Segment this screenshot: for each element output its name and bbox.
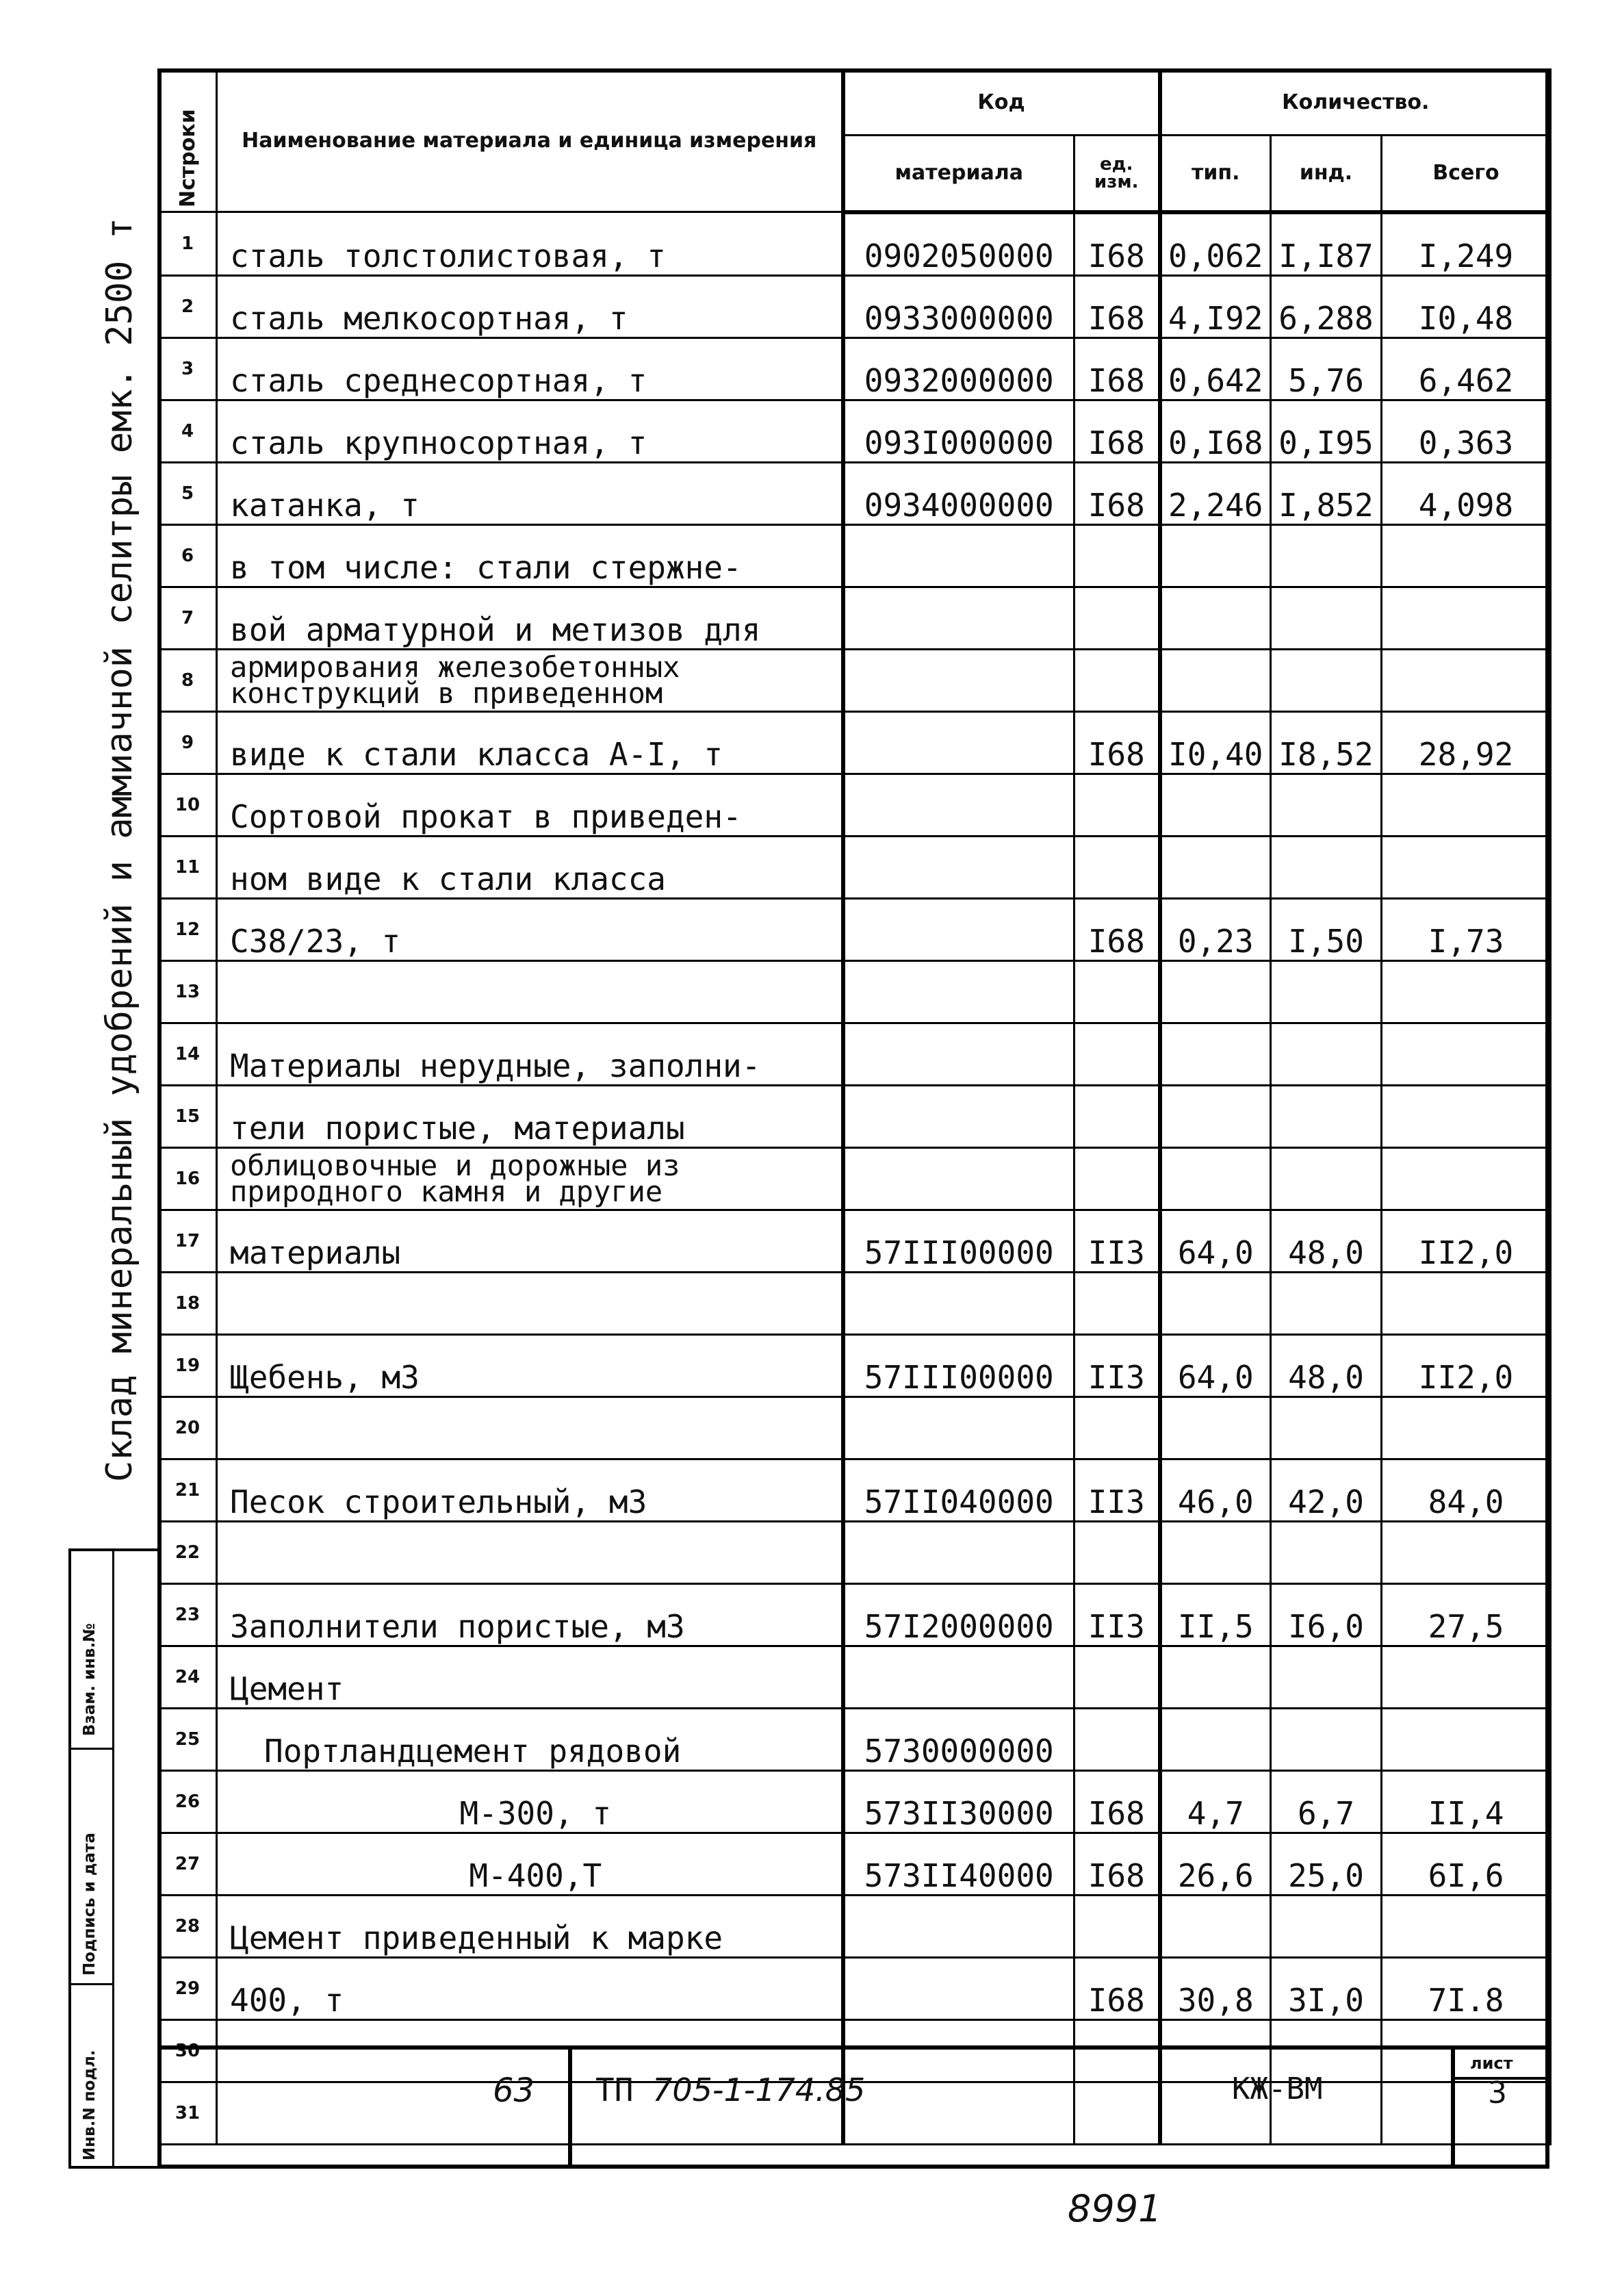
material-code: [843, 1521, 1074, 1583]
material-code: 573II30000: [843, 1770, 1074, 1833]
material-code: [843, 1396, 1074, 1459]
material-code: [843, 898, 1074, 960]
material-name: Песок строительный, м3: [217, 1459, 843, 1521]
material-code: 0932000000: [843, 337, 1074, 400]
document-code: КЖ-ВМ: [1232, 2071, 1323, 2106]
title-block-divider: [568, 2050, 572, 2169]
quantity-total: [1382, 587, 1551, 649]
row-number: 2: [159, 275, 217, 337]
unit-code: [1074, 1147, 1160, 1210]
quantity-individual: [1271, 836, 1382, 898]
quantity-total: [1382, 1023, 1551, 1085]
table-row: [159, 960, 1551, 1023]
quantity-total: 4,098: [1382, 462, 1551, 524]
material-code: 0934000000: [843, 462, 1074, 524]
quantity-typical: [1160, 1085, 1271, 1147]
material-code: [843, 524, 1074, 587]
quantity-typical: II,5: [1160, 1583, 1271, 1646]
quantity-typical: 64,0: [1160, 1210, 1271, 1272]
sheet-label: лист: [1470, 2054, 1513, 2073]
materials-table-body: [159, 212, 1551, 2145]
quantity-individual: [1271, 960, 1382, 1023]
material-code: [843, 960, 1074, 1023]
approval-stamp: [68, 1548, 157, 2169]
quantity-individual: 0,I95: [1271, 400, 1382, 462]
material-name: Цемент приведенный к марке: [217, 1895, 843, 1957]
unit-code: II3: [1074, 1334, 1160, 1396]
quantity-total: [1382, 1272, 1551, 1334]
quantity-individual: [1271, 1895, 1382, 1957]
unit-code: I68: [1074, 337, 1160, 400]
row-number: 4: [159, 400, 217, 462]
quantity-total: II2,0: [1382, 1334, 1551, 1396]
unit-code: [1074, 1708, 1160, 1770]
header-code: Код: [843, 70, 1160, 136]
material-name: Сортовой прокат в приведен-: [217, 774, 843, 836]
quantity-total: I0,48: [1382, 275, 1551, 337]
row-number: 28: [159, 1895, 217, 1957]
quantity-total: II2,0: [1382, 1210, 1551, 1272]
row-number: 1: [159, 212, 217, 276]
unit-code: [1074, 587, 1160, 649]
unit-code: [1074, 1895, 1160, 1957]
row-number: 27: [159, 1833, 217, 1895]
quantity-total: 0,363: [1382, 400, 1551, 462]
material-name: сталь мелкосортная, т: [217, 275, 843, 337]
quantity-total: [1382, 1147, 1551, 1210]
unit-code: [1074, 1023, 1160, 1085]
unit-code: I68: [1074, 462, 1160, 524]
table-row: [159, 1708, 1551, 1770]
material-name: М-300, т: [217, 1770, 843, 1833]
quantity-typical: 0,642: [1160, 337, 1271, 400]
material-code: 093I000000: [843, 400, 1074, 462]
quantity-typical: [1160, 1396, 1271, 1459]
material-code: [843, 1957, 1074, 2019]
unit-code: [1074, 524, 1160, 587]
header-name: Наименование материала и единица измерения: [217, 70, 843, 212]
material-name: в том числе: стали стержне-: [217, 524, 843, 587]
quantity-typical: [1160, 524, 1271, 587]
quantity-total: [1382, 1521, 1551, 1583]
materials-table: [157, 68, 1552, 2145]
quantity-typical: 30,8: [1160, 1957, 1271, 2019]
quantity-typical: [1160, 1708, 1271, 1770]
material-code: 0902050000: [843, 212, 1074, 276]
quantity-total: [1382, 774, 1551, 836]
quantity-typical: 46,0: [1160, 1459, 1271, 1521]
material-code: 0933000000: [843, 275, 1074, 337]
header-code-unit: ед. изм.: [1074, 136, 1160, 212]
quantity-typical: 4,I92: [1160, 275, 1271, 337]
table-row: [159, 400, 1551, 462]
material-code: [843, 649, 1074, 711]
material-name: [217, 960, 843, 1023]
header-quantity-typical: тип.: [1160, 136, 1271, 212]
quantity-typical: 0,I68: [1160, 400, 1271, 462]
quantity-individual: 6,288: [1271, 275, 1382, 337]
material-name: катанка, т: [217, 462, 843, 524]
document-number-value: 705-1-174.85: [652, 2071, 866, 2108]
header-row-number: Nстроки: [159, 70, 217, 212]
material-name: тели пористые, материалы: [217, 1085, 843, 1147]
material-code: [843, 1272, 1074, 1334]
material-code: [843, 587, 1074, 649]
table-row: [159, 1272, 1551, 1334]
material-code: [843, 1895, 1074, 1957]
quantity-typical: [1160, 960, 1271, 1023]
header-quantity-individual: инд.: [1271, 136, 1382, 212]
quantity-individual: [1271, 1272, 1382, 1334]
quantity-total: [1382, 1085, 1551, 1147]
quantity-total: [1382, 1895, 1551, 1957]
material-name: Материалы нерудные, заполни-: [217, 1023, 843, 1085]
quantity-individual: I,50: [1271, 898, 1382, 960]
page-number: 63: [493, 2071, 535, 2110]
material-name: 400, т: [217, 1957, 843, 2019]
quantity-individual: [1271, 1708, 1382, 1770]
stamp-vzam-cell: [71, 1551, 112, 1750]
quantity-individual: 6,7: [1271, 1770, 1382, 1833]
row-number: 26: [159, 1770, 217, 1833]
row-number: 18: [159, 1272, 217, 1334]
material-name: материалы: [217, 1210, 843, 1272]
row-number: 16: [159, 1147, 217, 1210]
quantity-total: 6,462: [1382, 337, 1551, 400]
unit-code: I68: [1074, 1957, 1160, 2019]
table-row: [159, 1147, 1551, 1210]
row-number: 3: [159, 337, 217, 400]
quantity-typical: 64,0: [1160, 1334, 1271, 1396]
material-code: 57II040000: [843, 1459, 1074, 1521]
quantity-total: [1382, 1708, 1551, 1770]
unit-code: II3: [1074, 1210, 1160, 1272]
quantity-typical: [1160, 774, 1271, 836]
material-code: [843, 774, 1074, 836]
material-name: армирования железобетонных конструкций в приведенном: [217, 649, 843, 711]
row-number: 20: [159, 1396, 217, 1459]
quantity-total: [1382, 1396, 1551, 1459]
quantity-total: 6I,6: [1382, 1833, 1551, 1895]
table-row: [159, 1583, 1551, 1646]
unit-code: I68: [1074, 711, 1160, 774]
material-name: Портландцемент рядовой: [217, 1708, 843, 1770]
material-code: 5730000000: [843, 1708, 1074, 1770]
material-name: виде к стали класса А-I, т: [217, 711, 843, 774]
row-number: 9: [159, 711, 217, 774]
table-row: [159, 1957, 1551, 2019]
header-quantity-total: Всего: [1382, 136, 1551, 212]
quantity-typical: 0,062: [1160, 212, 1271, 276]
quantity-typical: 26,6: [1160, 1833, 1271, 1895]
header-quantity: Количество.: [1160, 70, 1551, 136]
material-code: 573II40000: [843, 1833, 1074, 1895]
table-row: [159, 1646, 1551, 1708]
sheet-number: 3: [1488, 2076, 1507, 2110]
material-code: [843, 836, 1074, 898]
unit-code: [1074, 1396, 1160, 1459]
quantity-typical: [1160, 1521, 1271, 1583]
unit-code: [1074, 774, 1160, 836]
row-number: 15: [159, 1085, 217, 1147]
row-number: 19: [159, 1334, 217, 1396]
quantity-individual: 3I,0: [1271, 1957, 1382, 2019]
quantity-total: [1382, 960, 1551, 1023]
material-name: сталь среднесортная, т: [217, 337, 843, 400]
quantity-typical: [1160, 649, 1271, 711]
table-row: [159, 1210, 1551, 1272]
material-name: [217, 1272, 843, 1334]
quantity-total: I,249: [1382, 212, 1551, 276]
row-number: 23: [159, 1583, 217, 1646]
quantity-typical: [1160, 1147, 1271, 1210]
row-number: 25: [159, 1708, 217, 1770]
quantity-individual: 48,0: [1271, 1334, 1382, 1396]
material-code: [843, 1085, 1074, 1147]
row-number: 17: [159, 1210, 217, 1272]
quantity-individual: 25,0: [1271, 1833, 1382, 1895]
quantity-typical: 4,7: [1160, 1770, 1271, 1833]
row-number: 29: [159, 1957, 217, 2019]
unit-code: I68: [1074, 275, 1160, 337]
quantity-typical: [1160, 1023, 1271, 1085]
quantity-total: [1382, 524, 1551, 587]
table-row: [159, 1459, 1551, 1521]
quantity-typical: [1160, 1272, 1271, 1334]
row-number: 22: [159, 1521, 217, 1583]
quantity-total: 28,92: [1382, 711, 1551, 774]
table-row: [159, 711, 1551, 774]
quantity-typical: I0,40: [1160, 711, 1271, 774]
unit-code: [1074, 1646, 1160, 1708]
table-row: [159, 587, 1551, 649]
material-code: 57III00000: [843, 1210, 1074, 1272]
row-number: 13: [159, 960, 217, 1023]
quantity-typical: [1160, 1895, 1271, 1957]
quantity-total: 27,5: [1382, 1583, 1551, 1646]
quantity-individual: I6,0: [1271, 1583, 1382, 1646]
title-block: [157, 2045, 1549, 2169]
table-row: [159, 1396, 1551, 1459]
quantity-typical: [1160, 836, 1271, 898]
row-number: 7: [159, 587, 217, 649]
material-name: [217, 1521, 843, 1583]
quantity-individual: 5,76: [1271, 337, 1382, 400]
quantity-total: [1382, 836, 1551, 898]
quantity-typical: 2,246: [1160, 462, 1271, 524]
quantity-individual: I,I87: [1271, 212, 1382, 276]
unit-code: II3: [1074, 1583, 1160, 1646]
quantity-typical: [1160, 1646, 1271, 1708]
row-number: 24: [159, 1646, 217, 1708]
row-number: 5: [159, 462, 217, 524]
table-row: [159, 1334, 1551, 1396]
unit-code: [1074, 1521, 1160, 1583]
unit-code: II3: [1074, 1459, 1160, 1521]
row-number: 10: [159, 774, 217, 836]
table-row: [159, 774, 1551, 836]
unit-code: I68: [1074, 400, 1160, 462]
stamp-inv-label: Инв.N подл.: [81, 2050, 99, 2160]
quantity-total: [1382, 1646, 1551, 1708]
quantity-individual: I8,52: [1271, 711, 1382, 774]
table-row: [159, 1023, 1551, 1085]
material-name: М-400,Т: [217, 1833, 843, 1895]
row-number: 30: [159, 2019, 217, 2082]
material-name: сталь толстолистовая, т: [217, 212, 843, 276]
quantity-individual: [1271, 774, 1382, 836]
unit-code: [1074, 1085, 1160, 1147]
title-block-divider: [1451, 2050, 1455, 2169]
document-prefix: ТП: [595, 2071, 634, 2108]
table-row: [159, 836, 1551, 898]
table-row: [159, 275, 1551, 337]
document-number: [595, 2071, 865, 2108]
quantity-individual: [1271, 1646, 1382, 1708]
quantity-total: [1382, 649, 1551, 711]
quantity-typical: 0,23: [1160, 898, 1271, 960]
unit-code: [1074, 836, 1160, 898]
material-name: Заполнители пористые, м3: [217, 1583, 843, 1646]
unit-code: [1074, 1272, 1160, 1334]
material-name: Цемент: [217, 1646, 843, 1708]
stamp-signature-cell: [71, 1750, 112, 1985]
quantity-individual: [1271, 1085, 1382, 1147]
quantity-individual: 48,0: [1271, 1210, 1382, 1272]
table-row: [159, 212, 1551, 276]
quantity-total: 7I.8: [1382, 1957, 1551, 2019]
material-code: [843, 711, 1074, 774]
material-name: С38/23, т: [217, 898, 843, 960]
stamp-inv-cell: [71, 1985, 112, 2169]
quantity-individual: [1271, 1396, 1382, 1459]
unit-code: I68: [1074, 1833, 1160, 1895]
quantity-total: I,73: [1382, 898, 1551, 960]
table-row: [159, 1521, 1551, 1583]
unit-code: [1074, 649, 1160, 711]
material-name: вой арматурной и метизов для: [217, 587, 843, 649]
table-row: [159, 524, 1551, 587]
quantity-individual: 42,0: [1271, 1459, 1382, 1521]
quantity-individual: [1271, 587, 1382, 649]
row-number: 31: [159, 2082, 217, 2144]
row-number: 11: [159, 836, 217, 898]
table-row: [159, 898, 1551, 960]
material-name: ном виде к стали класса: [217, 836, 843, 898]
table-row: [159, 1895, 1551, 1957]
table-row: [159, 1085, 1551, 1147]
row-number: 12: [159, 898, 217, 960]
stamp-vzam-label: Взам. инв.№: [81, 1623, 99, 1736]
material-code: 57III00000: [843, 1334, 1074, 1396]
quantity-individual: [1271, 1023, 1382, 1085]
table-row: [159, 337, 1551, 400]
stamp-divider: [112, 1551, 114, 2166]
inventory-number: 8991: [1068, 2187, 1162, 2230]
material-code: [843, 1023, 1074, 1085]
material-name: облицовочные и дорожные из природного камня и другие: [217, 1147, 843, 1210]
material-code: 57I2000000: [843, 1583, 1074, 1646]
unit-code: I68: [1074, 212, 1160, 276]
unit-code: [1074, 960, 1160, 1023]
row-number: 8: [159, 649, 217, 711]
quantity-individual: [1271, 524, 1382, 587]
side-title: Склад минеральный удобрений и аммиачной селитры емк. 2500 т: [99, 217, 140, 1482]
row-number: 14: [159, 1023, 217, 1085]
material-name: сталь крупносортная, т: [217, 400, 843, 462]
quantity-individual: [1271, 649, 1382, 711]
table-row: [159, 462, 1551, 524]
material-code: [843, 1646, 1074, 1708]
material-name: [217, 1396, 843, 1459]
quantity-total: II,4: [1382, 1770, 1551, 1833]
quantity-individual: [1271, 1521, 1382, 1583]
quantity-individual: I,852: [1271, 462, 1382, 524]
table-row: [159, 1833, 1551, 1895]
table-row: [159, 1770, 1551, 1833]
stamp-signature-label: Подпись и дата: [81, 1833, 99, 1976]
quantity-total: 84,0: [1382, 1459, 1551, 1521]
unit-code: I68: [1074, 898, 1160, 960]
unit-code: I68: [1074, 1770, 1160, 1833]
row-number: 21: [159, 1459, 217, 1521]
header-code-material: материала: [843, 136, 1074, 212]
material-code: [843, 1147, 1074, 1210]
material-name: Щебень, м3: [217, 1334, 843, 1396]
table-row: [159, 649, 1551, 711]
quantity-individual: [1271, 1147, 1382, 1210]
row-number: 6: [159, 524, 217, 587]
quantity-typical: [1160, 587, 1271, 649]
